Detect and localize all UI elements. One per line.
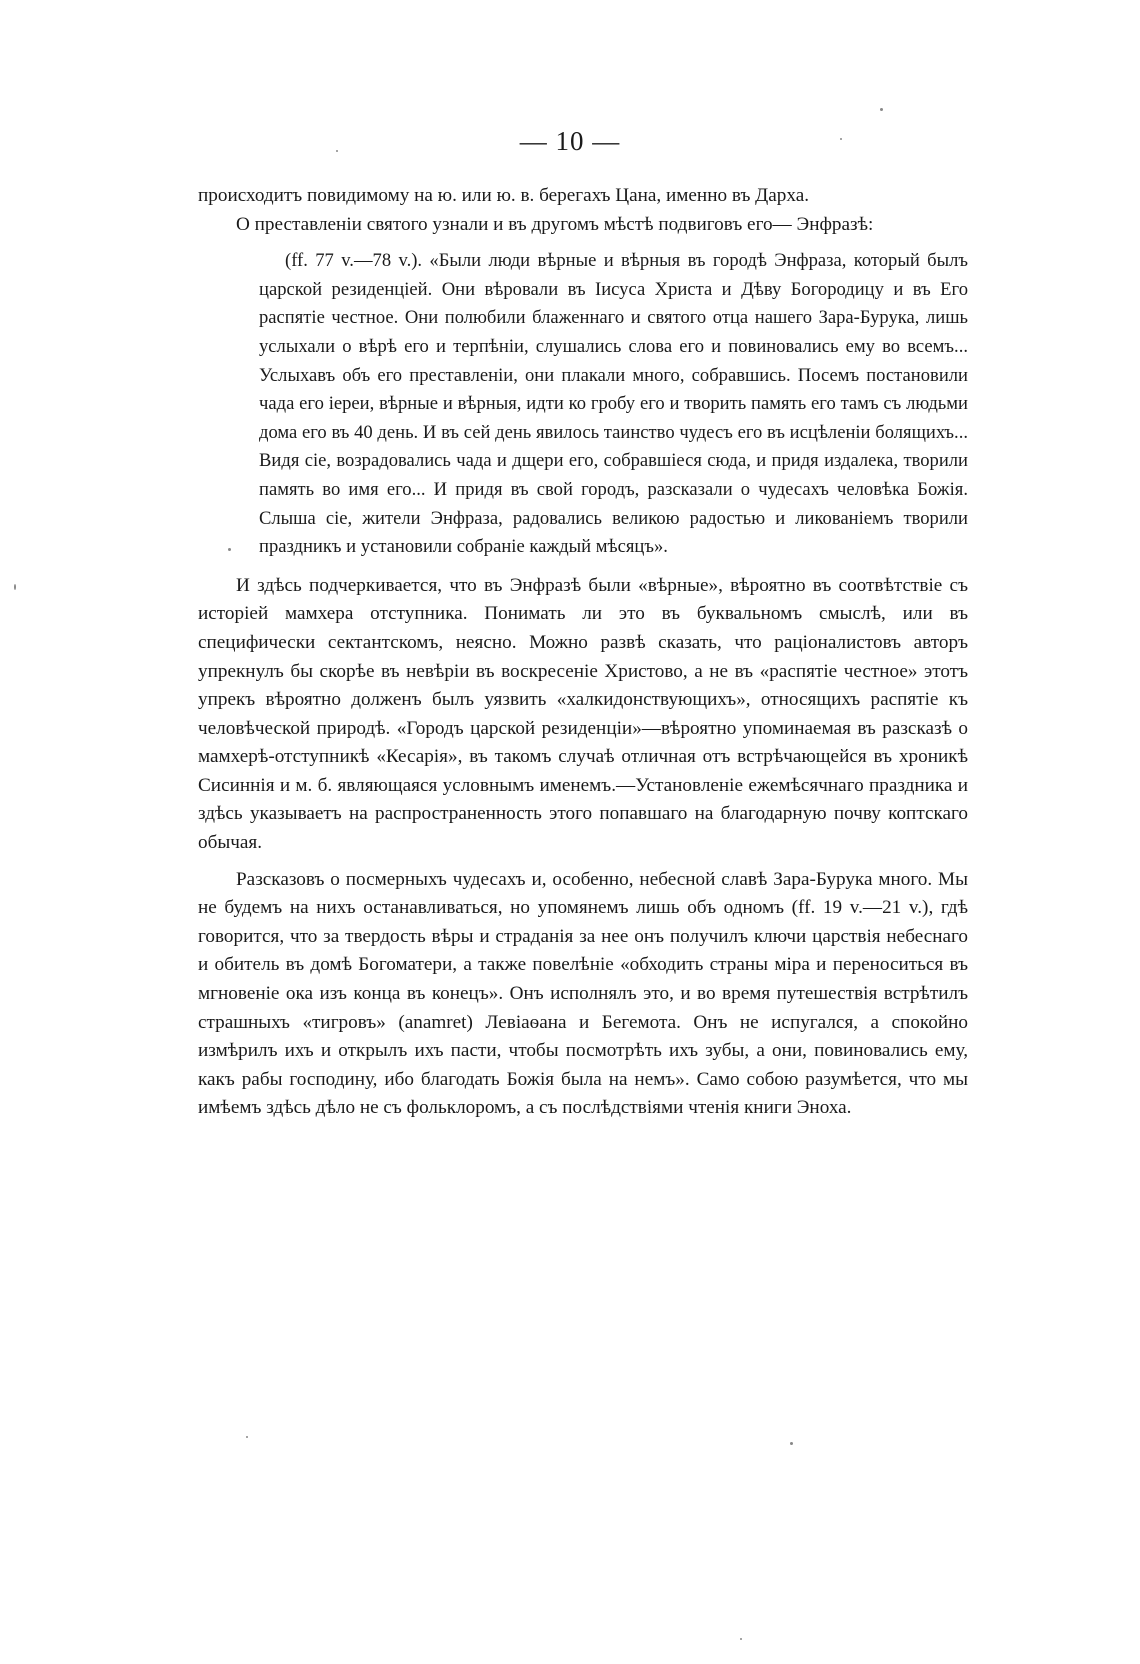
scan-speck [336,150,338,152]
scan-speck [840,138,842,140]
paragraph-4: Разсказовъ о посмерныхъ чудесахъ и, особенно, небесной славѣ Зара-Бурука много. Мы не будемъ на нихъ останавливаться, но упомянемъ лишь объ одномъ (ff. 19 v.—21 v.), гдѣ говорится, что за твердость вѣры и страданія за нее онъ получилъ ключи царствія небеснаго и обитель въ домѣ Богоматери, а также повелѣніе «обходить страны міра и переноситься въ мгновеніе ока изъ конца въ конецъ». Онъ исполнялъ это, и во время путешествія встрѣтилъ страшныхъ «тигровъ» (anamret) Левіаѳана и Бегемота. Онъ не испугался, а спокойно измѣрилъ ихъ и открылъ ихъ пасти, чтобы посмотрѣть ихъ зубы, а они, повиновались ему, какъ рабы господину, ибо благодать Божія была на немъ». Само собою разумѣется, что мы имѣемъ здѣсь дѣло не съ фольклоромъ, а съ послѣдствіями чтенія книги Эноха. [198,868,968,1119]
scan-speck [790,1442,793,1445]
paragraph-2: О преставленіи святого узнали и въ другомъ мѣстѣ подвиговъ его— Энфразѣ: [236,213,874,235]
scan-speck [246,1436,248,1438]
scan-speck [740,1638,742,1640]
block-quote: (ff. 77 v.—78 v.). «Были люди вѣрные и вѣрныя въ городѣ Энфраза, который былъ царской резиденціей. Они вѣровали въ Іисуса Христа и Дѣву Богородицу и въ Его распятіе честное. Они полюбили блаженнаго и святого отца нашего Зара-Бурука, лишь услыхали о вѣрѣ его и терпѣніи, слушались слова его и повиновались ему во всемъ... Услыхавъ объ его преставленіи, они плакали много, собравшись. Посемъ постановили чада его іереи, вѣрные и вѣрныя, идти ко гробу его и творить память его тамъ съ людьми дома его въ 40 день. И въ сей день явилось таинство чудесъ его въ исцѣленіи болящихъ... Видя сіе, возрадовались чада и дщери его, собравшіеся сюда, и придя издалека, творили память во имя его... И придя въ свой городъ, разсказали о чудесахъ человѣка Божія. Слыша сіе, жители Энфраза, радовались великою радостью и ликованіемъ творили праздникъ и установили собраніе каждый мѣсяцъ». [259,250,968,558]
paragraph-1: происходитъ повидимому на ю. или ю. в. берегахъ Цана, именно въ Дарха. [198,185,810,206]
page-number: — 10 — [519,126,621,156]
paragraph-3: И здѣсь подчеркивается, что въ Энфразѣ были «вѣрные», вѣроятно въ соотвѣтствіе съ исторіей мамхера отступника. Понимать ли это въ буквальномъ смыслѣ, или въ специфически сектантскомъ, неясно. Можно развѣ сказать, что раціоналистовъ авторъ упрекнулъ бы скорѣе въ невѣріи въ воскресеніе Христово, а не въ «распятіе честное» этотъ упрекъ вѣроятно долженъ былъ уязвить «халкидонствующихъ», относящихъ распятіе къ человѣческой природѣ. «Городъ царской резиденціи»—вѣроятно упоминаемая въ разсказѣ о мамхерѣ-отступникѣ «Кесарія», въ такомъ случаѣ отличная отъ встрѣчающейся въ хроникѣ Сисиннія и м. б. являющаяся условнымъ именемъ.—Установленіе ежемѣсячнаго праздника и здѣсь указываетъ на распространенность этого попавшаго на благодарную почву коптскаго обычая. [198,574,968,854]
scan-speck [14,584,16,590]
text-body [198,182,968,1123]
scan-speck [228,548,231,551]
scan-speck [880,108,883,111]
